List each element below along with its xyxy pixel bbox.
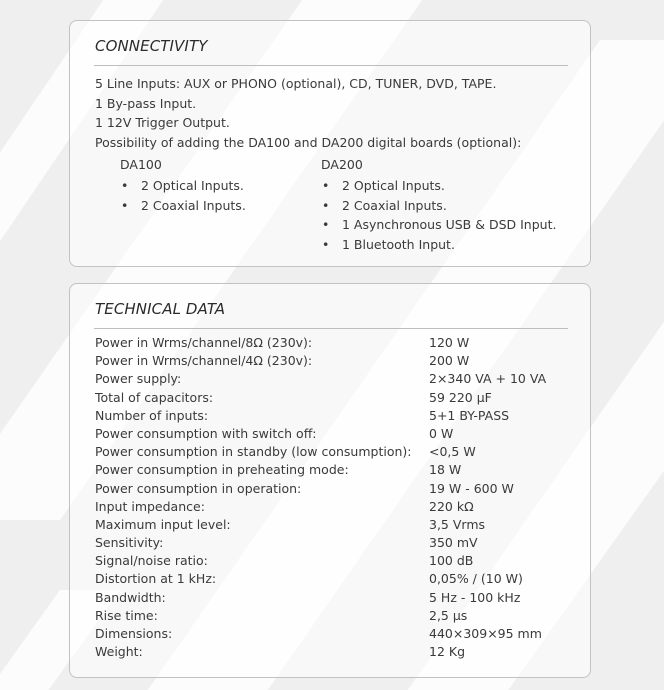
spec-row [95,552,575,570]
spec-label: Total of capacitors: [95,389,214,405]
spec-label: Power in Wrms/channel/8Ω (230v): [95,335,313,350]
spec-row [95,498,575,516]
spec-value: 120 W [429,335,470,350]
spec-row [95,480,575,498]
spec-label: Signal/noise ratio: [95,553,208,569]
spec-label: Bandwidth: [95,589,166,605]
connectivity-line: 1 By-pass Input. [95,95,197,111]
connectivity-line: 1 12V Trigger Output. [95,115,230,130]
spec-value: 18 W [429,462,462,478]
list-item: • 2 Coaxial Inputs. [121,197,246,213]
spec-row [95,461,575,479]
spec-value: 59 220 µF [429,389,492,405]
spec-row [95,607,575,625]
spec-label: Power consumption in standby (low consumption): [95,444,412,460]
spec-row [95,352,575,370]
spec-value: 19 W - 600 W [429,480,514,496]
spec-label: Input impedance: [95,498,205,514]
spec-row [95,643,575,661]
spec-row [95,625,575,643]
spec-label: Maximum input level: [95,516,231,532]
spec-row [95,589,575,607]
spec-value: 5 Hz - 100 kHz [429,589,521,605]
spec-value: 2,5 µs [429,607,468,623]
spec-label: Weight: [95,644,143,660]
spec-row [95,389,575,407]
spec-row [95,516,575,534]
connectivity-panel [69,20,591,267]
technical-data-divider [94,328,568,329]
spec-value: 0 W [429,425,454,441]
spec-row [95,407,575,425]
spec-label: Number of inputs: [95,407,209,423]
spec-row [95,334,575,352]
list-item: • 1 Bluetooth Input. [322,236,455,252]
spec-row [95,370,575,388]
list-item: • 2 Optical Inputs. [121,178,244,193]
spec-label: Power consumption with switch off: [95,425,317,441]
spec-label: Distortion at 1 kHz: [95,571,217,587]
spec-label: Sensitivity: [95,535,164,551]
board-da100-title: DA100 [120,157,162,172]
spec-value: 0,05% / (10 W) [429,571,523,587]
spec-value: 12 Kg [429,644,466,660]
list-item: • 2 Optical Inputs. [322,178,445,193]
spec-value: 5+1 BY-PASS [429,407,510,423]
technical-data-title: TECHNICAL DATA [95,300,226,318]
connectivity-title: CONNECTIVITY [95,37,208,55]
spec-value: 3,5 Vrms [429,516,486,532]
list-item: • 1 Asynchronous USB & DSD Input. [322,217,557,232]
spec-label: Power consumption in operation: [95,480,302,496]
connectivity-line: 5 Line Inputs: AUX or PHONO (optional), CD, TUNER, DVD, TAPE. [95,76,497,91]
spec-list [95,334,575,661]
board-da100-list [121,176,246,215]
spec-label: Power in Wrms/channel/4Ω (230v): [95,353,313,369]
spec-value: 220 kΩ [429,498,474,514]
connectivity-divider [94,65,568,66]
board-da200-title: DA200 [321,157,363,172]
spec-row [95,425,575,443]
connectivity-line: Possibility of adding the DA100 and DA200 digital boards (optional): [95,134,522,150]
spec-row [95,570,575,588]
spec-label: Power supply: [95,371,182,387]
spec-value: 350 mV [429,535,478,551]
list-item: • 2 Coaxial Inputs. [322,197,447,213]
spec-row [95,443,575,461]
spec-label: Dimensions: [95,626,173,641]
spec-value: 2×340 VA + 10 VA [429,371,547,387]
spec-value: 100 dB [429,553,474,569]
spec-value: 440×309×95 mm [429,626,542,641]
board-da200-list [322,176,556,254]
spec-label: Rise time: [95,607,158,623]
spec-row [95,534,575,552]
spec-label: Power consumption in preheating mode: [95,462,349,478]
spec-value: <0,5 W [429,444,476,460]
technical-data-panel [69,283,591,678]
spec-value: 200 W [429,353,470,369]
